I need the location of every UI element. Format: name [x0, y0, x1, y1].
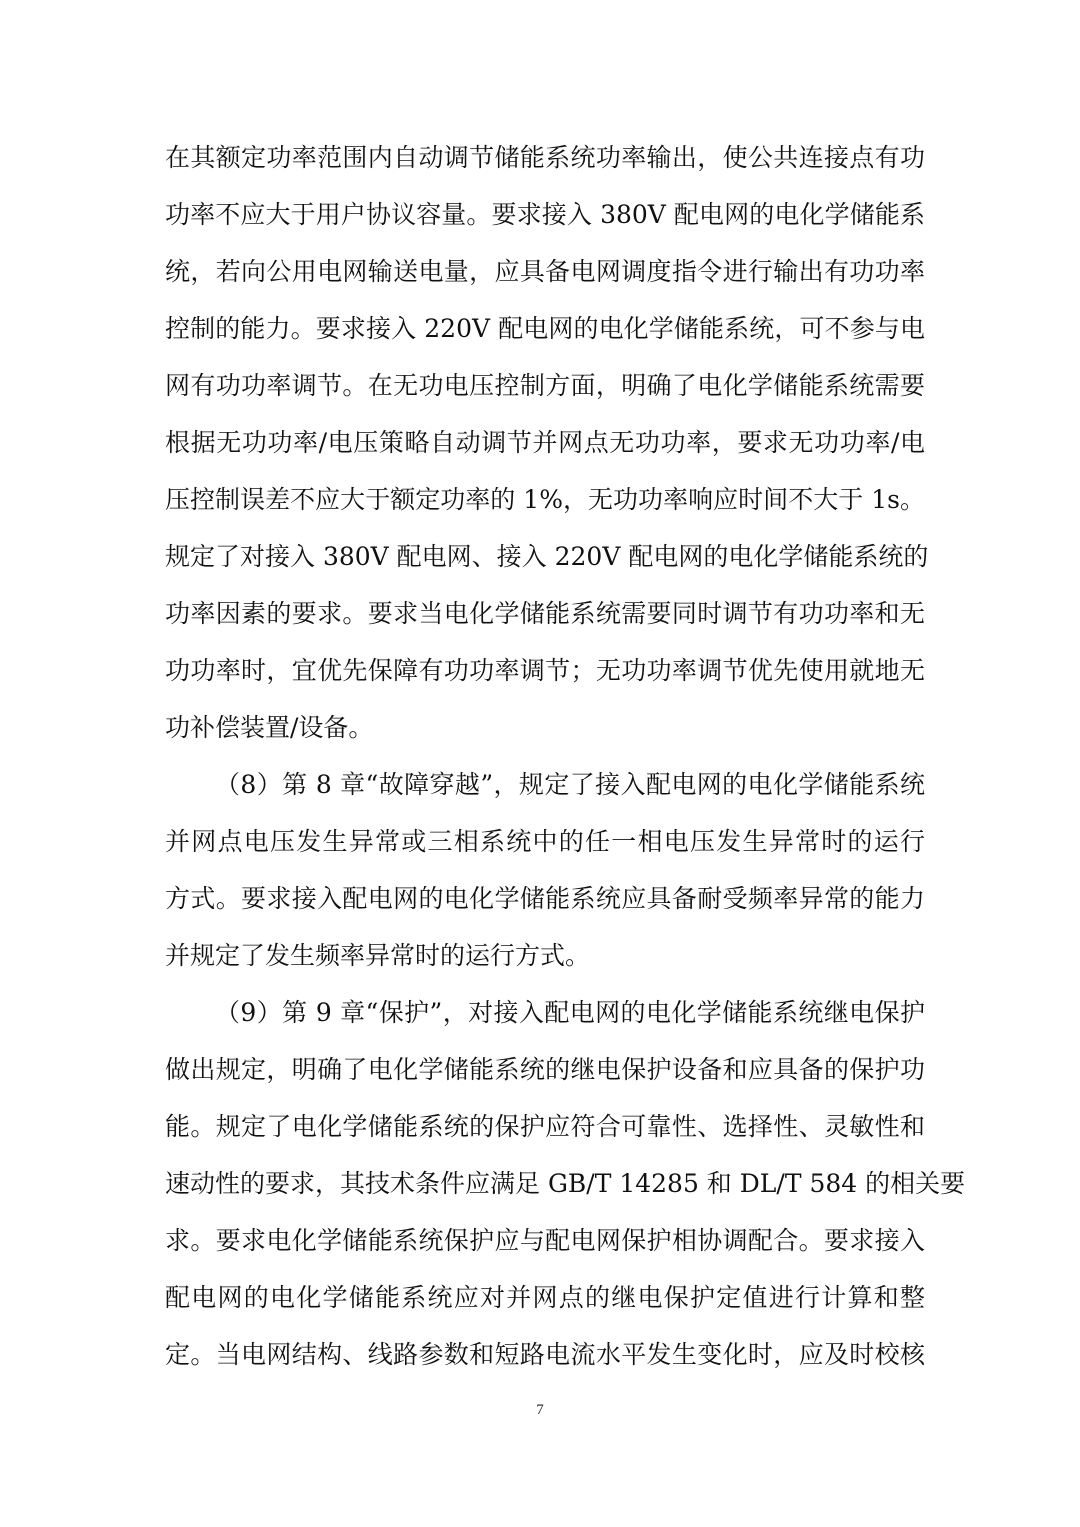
text-line: 功率不应大于用户协议容量。要求接入 380V 配电网的电化学储能系 — [165, 200, 925, 229]
text-line: 定。当电网结构、线路参数和短路电流水平发生变化时，应及时校核 — [165, 1340, 925, 1369]
text-line: 功补偿装置/设备。 — [165, 713, 374, 742]
text-line: 功率因素的要求。要求当电化学储能系统需要同时调节有功功率和无 — [165, 599, 925, 628]
text-line: 网有功功率调节。在无功电压控制方面，明确了电化学储能系统需要 — [165, 371, 925, 400]
text-line: 并规定了发生频率异常时的运行方式。 — [165, 941, 591, 970]
text-line: 根据无功功率/电压策略自动调节并网点无功功率，要求无功功率/电 — [165, 428, 925, 457]
text-line: 统，若向公用电网输送电量，应具备电网调度指令进行输出有功功率 — [165, 257, 925, 286]
text-line: 在其额定功率范围内自动调节储能系统功率输出，使公共连接点有功 — [165, 143, 925, 172]
text-line: 控制的能力。要求接入 220V 配电网的电化学储能系统，可不参与电 — [165, 314, 925, 343]
text-line: 能。规定了电化学储能系统的保护应符合可靠性、选择性、灵敏性和 — [165, 1112, 925, 1141]
text-line: 配电网的电化学储能系统应对并网点的继电保护定值进行计算和整 — [165, 1283, 925, 1312]
page-number: 7 — [536, 1402, 544, 1418]
body-text — [165, 136, 966, 1390]
text-line: 功功率时，宜优先保障有功功率调节；无功功率调节优先使用就地无 — [165, 656, 925, 685]
text-line: 求。要求电化学储能系统保护应与配电网保护相协调配合。要求接入 — [165, 1226, 925, 1255]
text-line: 规定了对接入 380V 配电网、接入 220V 配电网的电化学储能系统的 — [165, 542, 929, 571]
text-line: （9）第 9 章“保护”，对接入配电网的电化学储能系统继电保护 — [215, 998, 925, 1027]
text-line: （8）第 8 章“故障穿越”，规定了接入配电网的电化学储能系统 — [215, 770, 925, 799]
text-line: 并网点电压发生异常或三相系统中的任一相电压发生异常时的运行 — [165, 827, 925, 856]
text-line: 做出规定，明确了电化学储能系统的继电保护设备和应具备的保护功 — [165, 1055, 925, 1084]
text-line: 方式。要求接入配电网的电化学储能系统应具备耐受频率异常的能力 — [165, 884, 925, 913]
text-line: 压控制误差不应大于额定功率的 1%，无功功率响应时间不大于 1s。 — [165, 485, 925, 514]
text-line: 速动性的要求，其技术条件应满足 GB/T 14285 和 DL/T 584 的相关要 — [165, 1169, 966, 1198]
